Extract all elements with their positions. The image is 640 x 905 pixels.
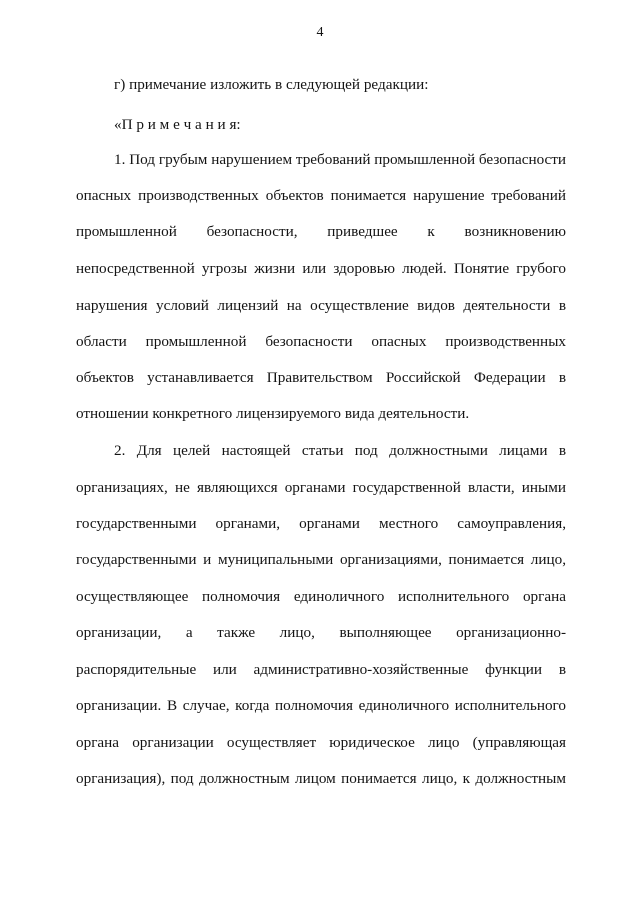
note2-line: осуществляющее полномочия единоличного исполнительного органа	[76, 588, 566, 605]
note2-line: организация), под должностным лицом понимается лицо, к должностным	[76, 770, 566, 787]
note2-line: распорядительные или административно-хозяйственные функции в	[76, 661, 566, 678]
note1-line: объектов устанавливается Правительством Российской Федерации в	[76, 369, 566, 386]
note2-line: организациях, не являющихся органами государственной власти, иными	[76, 479, 566, 496]
note2-line: государственными и муниципальными организациями, понимается лицо,	[76, 551, 566, 568]
note1-line: области промышленной безопасности опасных производственных	[76, 333, 566, 350]
notes-heading: «П р и м е ч а н и я:	[114, 116, 241, 133]
note1-line: непосредственной угрозы жизни или здоровью людей. Понятие грубого	[76, 260, 566, 277]
note1-line: опасных производственных объектов понимается нарушение требований	[76, 187, 566, 204]
note2-line: государственными органами, органами местного самоуправления,	[76, 515, 566, 532]
note1-line: отношении конкретного лицензируемого вида деятельности.	[76, 405, 470, 422]
note2-line: организации. В случае, когда полномочия единоличного исполнительного	[76, 697, 566, 714]
note2-line: органа организации осуществляет юридическое лицо (управляющая	[76, 734, 566, 751]
note2-line: 2. Для целей настоящей статьи под должностными лицами в	[114, 442, 566, 459]
amendment-intro: г) примечание изложить в следующей редакции:	[114, 76, 429, 93]
note1-line: нарушения условий лицензий на осуществление видов деятельности в	[76, 297, 566, 314]
note1-line: промышленной безопасности, приведшее к возникновению	[76, 223, 566, 240]
page-number: 4	[316, 25, 324, 40]
note1-line: 1. Под грубым нарушением требований промышленной безопасности	[114, 151, 567, 168]
note2-line: организации, а также лицо, выполняющее организационно-	[76, 624, 566, 641]
